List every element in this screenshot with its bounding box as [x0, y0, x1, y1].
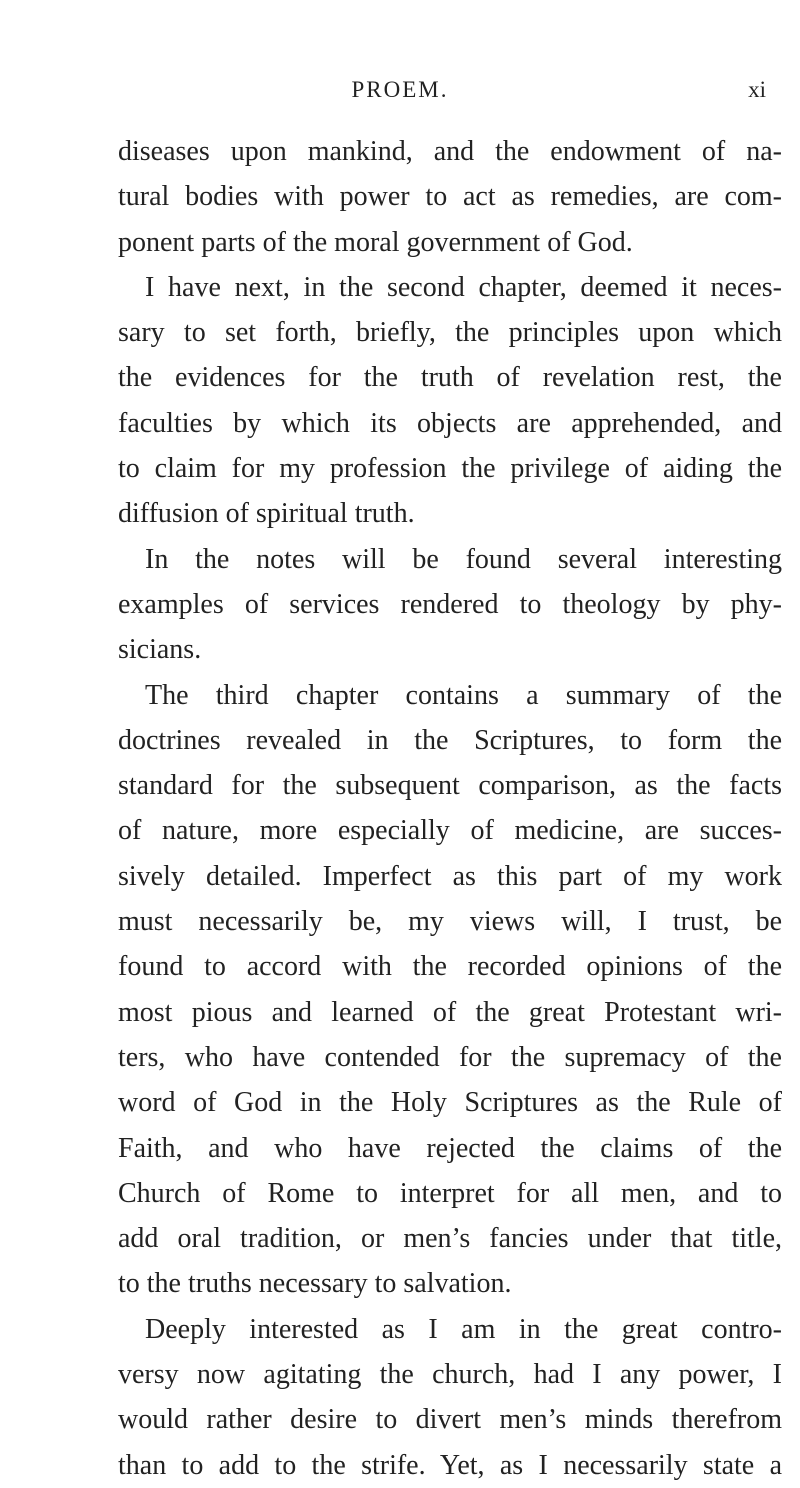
- text-line: In the notes will be found several interesting: [145, 543, 782, 575]
- text-line: ponent parts of the moral government of God.: [118, 226, 633, 258]
- text-line: to claim for my profession the privilege of aiding the: [118, 453, 782, 485]
- text-line: word of God in the Holy Scriptures as the Rule of: [118, 1087, 782, 1119]
- text-line: tural bodies with power to act as remedies, are com-: [118, 181, 782, 213]
- text-line: sicians.: [118, 634, 202, 666]
- text-line: Church of Rome to interpret for all men, and to: [118, 1177, 782, 1209]
- text-line: to the truths necessary to salvation.: [118, 1268, 512, 1300]
- text-line: doctrines revealed in the Scriptures, to form the: [118, 724, 782, 756]
- text-line: of nature, more especially of medicine, are succes-: [118, 815, 782, 847]
- text-line: sary to set forth, briefly, the principles upon which: [118, 317, 782, 349]
- body-text: [118, 129, 782, 1488]
- running-head: [0, 77, 800, 107]
- text-line: versy now agitating the church, had I any power, I: [118, 1359, 782, 1391]
- text-line: faculties by which its objects are apprehended, and: [118, 407, 782, 439]
- text-line: Faith, and who have rejected the claims of the: [118, 1132, 782, 1164]
- text-line: diseases upon mankind, and the endowment of na-: [118, 136, 782, 167]
- text-line: I have next, in the second chapter, deemed it neces-: [145, 271, 782, 303]
- text-line: The third chapter contains a summary of the: [145, 679, 782, 711]
- text-line: diffusion of spiritual truth.: [118, 498, 415, 530]
- text-line: ters, who have contended for the supremacy of the: [118, 1041, 782, 1073]
- page-number: xi: [748, 77, 766, 102]
- text-line: Deeply interested as I am in the great contro-: [145, 1313, 782, 1345]
- text-line: add oral tradition, or men’s fancies under that title,: [118, 1223, 782, 1255]
- text-line: would rather desire to divert men’s minds therefrom: [118, 1404, 782, 1436]
- running-title: PROEM.: [351, 77, 449, 102]
- text-line: must necessarily be, my views will, I trust, be: [118, 906, 782, 938]
- text-line: most pious and learned of the great Protestant wri-: [118, 996, 782, 1028]
- text-line: standard for the subsequent comparison, as the facts: [118, 770, 782, 802]
- text-line: than to add to the strife. Yet, as I necessarily state a: [118, 1449, 782, 1481]
- text-line: sively detailed. Imperfect as this part of my work: [118, 860, 782, 892]
- text-line: the evidences for the truth of revelation rest, the: [118, 362, 782, 394]
- text-line: examples of services rendered to theology by phy-: [118, 588, 782, 620]
- text-line: found to accord with the recorded opinions of the: [118, 951, 782, 983]
